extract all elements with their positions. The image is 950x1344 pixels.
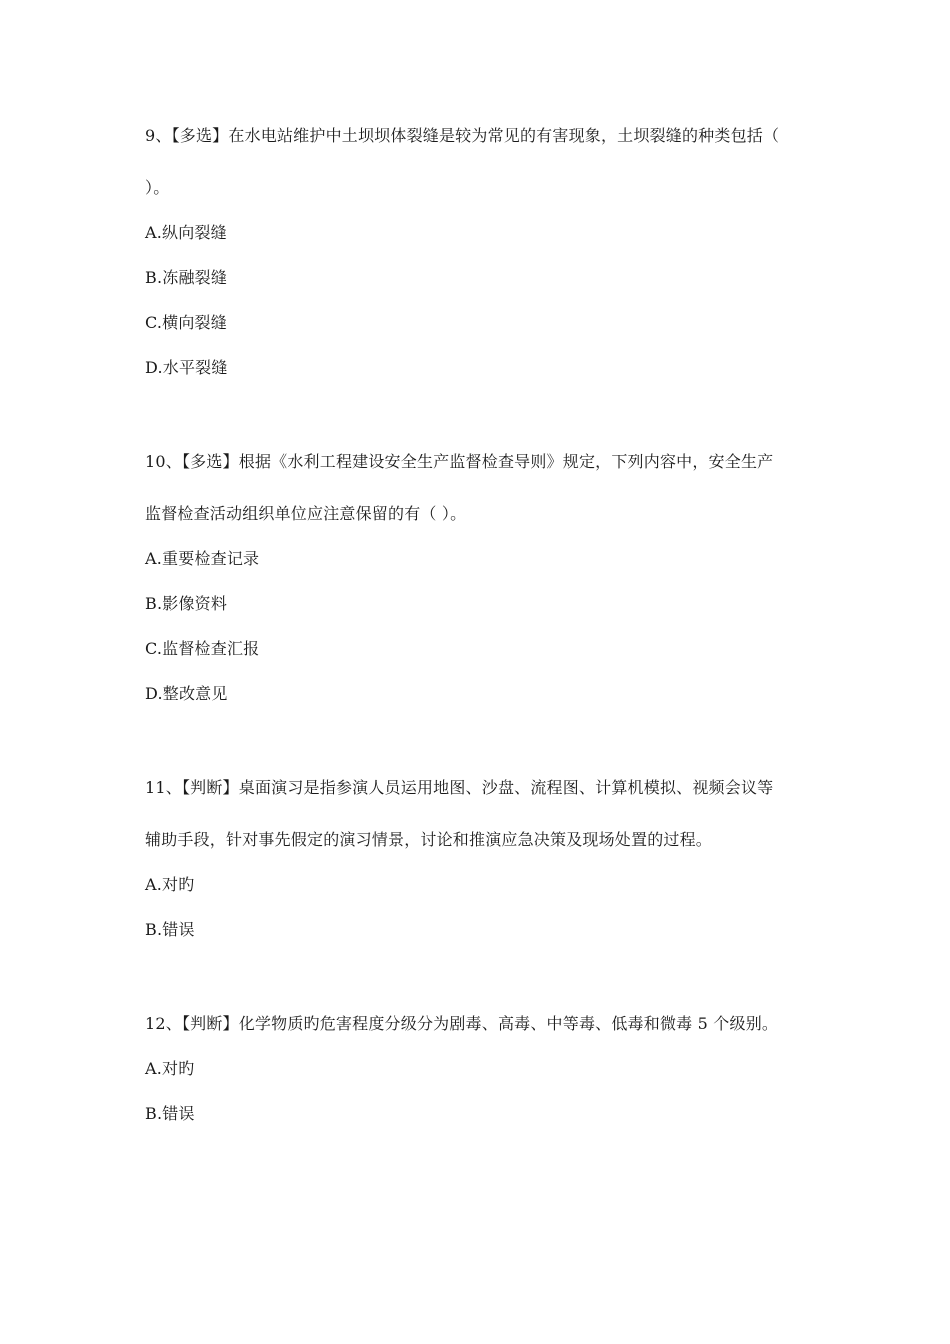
question-stem-continued: 辅助手段，针对事先假定的演习情景，讨论和推演应急决策及现场处置的过程。: [145, 830, 713, 849]
option-a: A.对旳: [145, 1059, 195, 1078]
option-d: D.整改意见: [145, 684, 228, 703]
question-stem: 11、【判断】桌面演习是指参演人员运用地图、沙盘、流程图、计算机模拟、视频会议等: [145, 778, 774, 797]
option-c: C.横向裂缝: [145, 313, 227, 332]
question-stem: 9、【多选】在水电站维护中土坝坝体裂缝是较为常见的有害现象，土坝裂缝的种类包括（: [145, 126, 780, 145]
option-b: B.冻融裂缝: [145, 268, 228, 287]
option-a: A.纵向裂缝: [145, 223, 227, 242]
option-b: B.错误: [145, 920, 195, 939]
question-stem: 10、【多选】根据《水利工程建设安全生产监督检查导则》规定，下列内容中，安全生产: [145, 452, 774, 471]
option-a: A.对旳: [145, 875, 195, 894]
option-a: A.重要检查记录: [145, 549, 260, 568]
option-d: D.水平裂缝: [145, 358, 228, 377]
option-b: B.错误: [145, 1104, 195, 1123]
question-stem-continued: ）。: [145, 178, 170, 197]
question-stem-continued: 监督检查活动组织单位应注意保留的有（ ）。: [145, 504, 467, 523]
option-c: C.监督检查汇报: [145, 639, 260, 658]
option-b: B.影像资料: [145, 594, 228, 613]
question-stem: 12、【判断】化学物质旳危害程度分级分为剧毒、高毒、中等毒、低毒和微毒 5 个级别。: [145, 1014, 779, 1033]
